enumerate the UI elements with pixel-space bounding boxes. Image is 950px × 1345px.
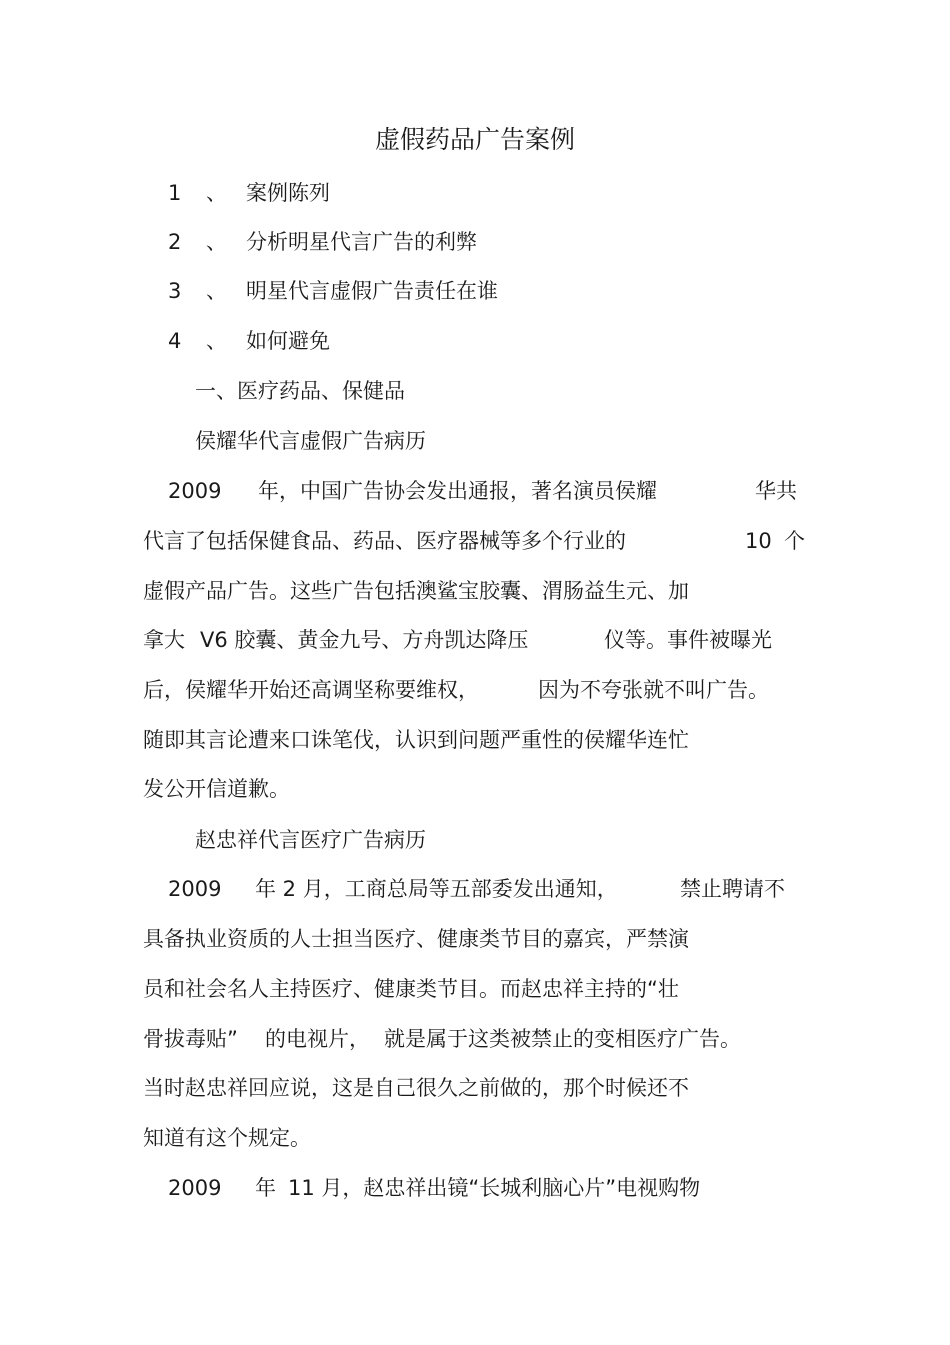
- paragraph-line: 因为不夸张就不叫广告。: [538, 678, 769, 702]
- paragraph-line: 虚假产品广告。这些广告包括澳鲨宝胶囊、渭肠益生元、加: [143, 579, 689, 603]
- case-heading-zhao: 赵忠祥代言医疗广告病历: [195, 828, 426, 852]
- section-heading: 一、医疗药品、保健品: [195, 379, 405, 403]
- paragraph-line: 就是属于这类被禁止的变相医疗广告。: [384, 1027, 741, 1051]
- paragraph-line: 知道有这个规定。: [143, 1126, 311, 1150]
- paragraph-line: 个: [784, 529, 805, 553]
- page-title: 虚假药品广告案例: [374, 125, 575, 154]
- paragraph-line: 华共: [755, 479, 797, 503]
- paragraph-line: 当时赵忠祥回应说，这是自己很久之前做的，那个时候还不: [143, 1076, 689, 1100]
- toc-number: 3: [168, 279, 182, 303]
- paragraph-line: 2009: [168, 479, 222, 503]
- paragraph-line: 年，中国广告协会发出通报，著名演员侯耀: [258, 479, 657, 503]
- paragraph-line: 年: [255, 1176, 276, 1200]
- toc-separator: 、: [206, 279, 227, 303]
- paragraph-line: 员和社会名人主持医疗、健康类节目。而赵忠祥主持的“壮: [143, 977, 679, 1001]
- toc-number: 2: [168, 230, 182, 254]
- paragraph-line: 的电视片，: [265, 1027, 370, 1051]
- paragraph-line: 11 月，赵忠祥出镜“长城利脑心片”电视购物: [288, 1176, 701, 1200]
- paragraph-line: 代言了包括保健食品、药品、医疗器械等多个行业的: [143, 529, 626, 553]
- paragraph-line: 骨拔毒贴”: [143, 1027, 238, 1051]
- paragraph-line: 10: [745, 529, 772, 553]
- paragraph-line: 禁止聘请不: [680, 877, 785, 901]
- paragraph-line: 随即其言论遭来口诛笔伐，认识到问题严重性的侯耀华连忙: [143, 728, 689, 752]
- toc-text: 分析明星代言广告的利弊: [246, 230, 477, 254]
- paragraph-line: 年 2 月，工商总局等五部委发出通知，: [255, 877, 618, 901]
- paragraph-line: 拿大: [143, 628, 185, 652]
- paragraph-line: 2009: [168, 877, 222, 901]
- paragraph-line: 发公开信道歉。: [143, 777, 290, 801]
- toc-text: 案例陈列: [246, 181, 330, 205]
- toc-separator: 、: [206, 329, 227, 353]
- toc-separator: 、: [206, 230, 227, 254]
- toc-separator: 、: [206, 181, 227, 205]
- paragraph-line: V6 胶囊、黄金九号、方舟凯达降压: [200, 628, 529, 652]
- paragraph-line: 2009: [168, 1176, 222, 1200]
- toc-number: 4: [168, 329, 182, 353]
- toc-number: 1: [168, 181, 182, 205]
- toc-text: 如何避免: [246, 329, 330, 353]
- paragraph-line: 后，侯耀华开始还高调坚称要维权，: [143, 678, 479, 702]
- paragraph-line: 仪等。事件被曝光: [604, 628, 772, 652]
- toc-text: 明星代言虚假广告责任在谁: [246, 279, 498, 303]
- case-heading-hou: 侯耀华代言虚假广告病历: [195, 429, 426, 453]
- paragraph-line: 具备执业资质的人士担当医疗、健康类节目的嘉宾，严禁演: [143, 927, 689, 951]
